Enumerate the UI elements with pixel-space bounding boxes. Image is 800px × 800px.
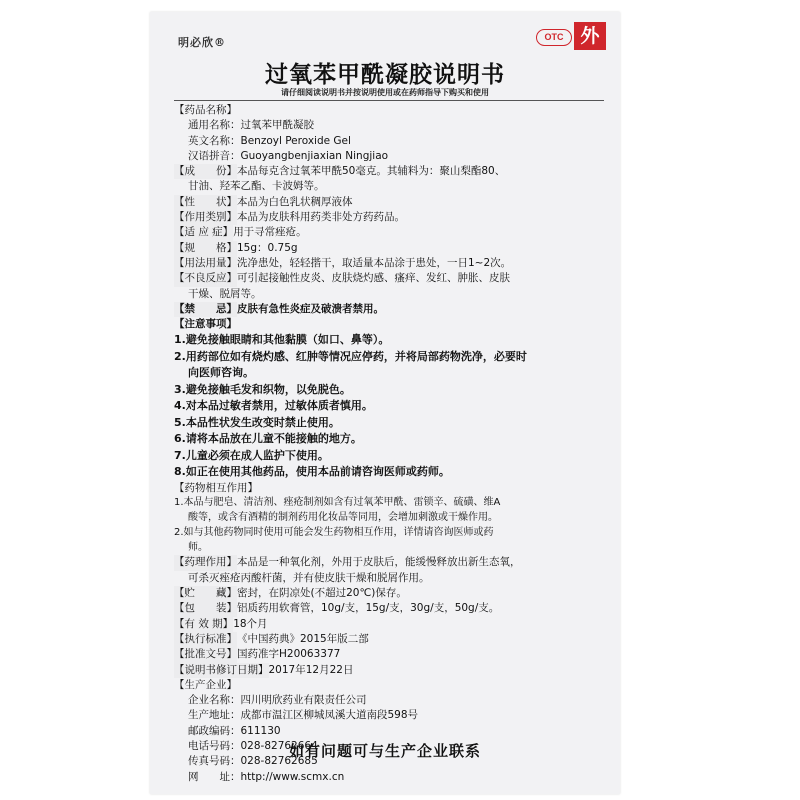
- english-name: 英文名称：Benzoyl Peroxide Gel: [188, 134, 351, 147]
- section-precautions: 【注意事项】: [174, 318, 237, 331]
- precaution-item: 5.本品性状发生改变时禁止使用。: [174, 415, 340, 429]
- approval-row: [174, 647, 614, 662]
- properties-row: [174, 195, 614, 210]
- category-text: 本品为皮肤科用药类非处方药药品。: [237, 211, 405, 224]
- title-divider: [174, 100, 604, 101]
- precaution-item: 7.儿童必须在成人监护下使用。: [174, 448, 329, 462]
- manufacturer-address: 生产地址：成都市温江区柳城凤溪大道南段598号: [188, 709, 419, 722]
- ingredients-label: 【成 份】: [174, 164, 237, 179]
- adverse-row: [174, 271, 614, 286]
- package-row: [174, 601, 614, 616]
- approval-text: 国药准字H20063377: [237, 648, 341, 661]
- interaction-line: 1.本品与肥皂、清洁剂、痤疮制剂如含有过氧苯甲酰、雷锁辛、硫磺、维A: [174, 497, 501, 509]
- package-text: 铝质药用软膏管，10g/支，15g/支，30g/支，50g/支。: [237, 602, 500, 615]
- storage-row: [174, 586, 614, 601]
- precaution-item: 3.避免接触毛发和织物，以免脱色。: [174, 382, 351, 396]
- ingredients-text-cont: 甘油、羟苯乙酯、卡波姆等。: [188, 180, 325, 193]
- section-manufacturer: 【生产企业】: [174, 678, 237, 691]
- indication-row: [174, 225, 614, 240]
- adverse-label: 【不良反应】: [174, 271, 237, 286]
- pharmacology-text-cont: 可杀灭痤疮丙酸杆菌，并有使皮肤干燥和脱屑作用。: [188, 571, 430, 584]
- adverse-text-cont: 干燥、脱屑等。: [188, 287, 262, 300]
- indication-label: 【适 应 症】: [174, 225, 233, 240]
- ingredients-row: [174, 164, 614, 179]
- standard-label: 【执行标准】: [174, 632, 237, 647]
- pharmacology-label: 【药理作用】: [174, 555, 237, 570]
- storage-text: 密封，在阴凉处(不超过20℃)保存。: [237, 587, 407, 600]
- leaflet-body: [174, 103, 614, 785]
- revision-row: [174, 663, 614, 678]
- validity-label: 【有 效 期】: [174, 617, 233, 632]
- usage-row: [174, 256, 614, 271]
- storage-label: 【贮 藏】: [174, 586, 237, 601]
- manufacturer-fax: 传真号码：028-82762685: [188, 755, 318, 768]
- properties-label: 【性 状】: [174, 195, 237, 210]
- document-subtitle: 请仔细阅读说明书并按说明使用或在药师指导下购买和使用: [281, 88, 489, 97]
- contra-row: [174, 302, 614, 317]
- spec-text: 15g：0.75g: [237, 241, 298, 254]
- validity-row: [174, 617, 614, 632]
- otc-badge: OTC: [536, 29, 572, 46]
- generic-name: 通用名称：过氧苯甲酰凝胶: [188, 119, 314, 132]
- validity-text: 18个月: [233, 617, 268, 630]
- standard-row: [174, 632, 614, 647]
- interaction-line: 师。: [188, 541, 208, 553]
- precaution-item-cont: 向医师咨询。: [188, 366, 254, 380]
- section-interactions: 【药物相互作用】: [174, 481, 258, 494]
- section-drug-name: 【药品名称】: [174, 104, 237, 116]
- manufacturer-website: 网 址：http://www.scmx.cn: [188, 770, 345, 783]
- contact-footer: 如有问题可与生产企业联系: [288, 742, 481, 760]
- approval-label: 【批准文号】: [174, 647, 237, 662]
- pinyin-name: 汉语拼音：Guoyangbenjiaxian Ningjiao: [188, 149, 389, 162]
- category-label: 【作用类别】: [174, 210, 237, 225]
- precaution-item: 4.对本品过敏者禁用，过敏体质者慎用。: [174, 399, 373, 413]
- precaution-item: 1.避免接触眼睛和其他黏膜（如口、鼻等）。: [174, 333, 390, 347]
- contra-text: 皮肤有急性炎症及破溃者禁用。: [237, 302, 384, 315]
- adverse-text: 可引起接触性皮炎、皮肤烧灼感、瘙痒、发红、肿胀、皮肤: [237, 272, 510, 285]
- brand-logo: 明必欣®: [178, 36, 226, 49]
- interaction-line: 2.如与其他药物同时使用可能会发生药物相互作用，详情请咨询医师或药: [174, 526, 494, 538]
- external-use-badge: 外: [574, 22, 606, 50]
- pharmacology-text: 本品是一种氧化剂，外用于皮肤后，能缓慢释放出新生态氧，: [237, 556, 521, 569]
- usage-text: 洗净患处，轻轻揩干，取适量本品涂于患处，一日1~2次。: [237, 256, 512, 269]
- interaction-line: 酸等，或含有酒精的制剂药用化妆品等同用，会增加刺激或干燥作用。: [188, 512, 498, 524]
- document-title: 过氧苯甲酰凝胶说明书: [265, 62, 505, 88]
- precaution-item: 6.请将本品放在儿童不能接触的地方。: [174, 432, 362, 446]
- revision-text: 2017年12月22日: [268, 663, 354, 676]
- spec-label: 【规 格】: [174, 241, 237, 256]
- precaution-item: 2.用药部位如有烧灼感、红肿等情况应停药，并将局部药物洗净，必要时: [174, 349, 527, 363]
- ingredients-text: 本品每克含过氧苯甲酰50毫克。其辅料为：聚山梨酯80、: [237, 165, 506, 178]
- package-label: 【包 装】: [174, 601, 237, 616]
- pharmacology-row: [174, 555, 614, 570]
- standard-text: 《中国药典》2015年版二部: [237, 632, 369, 645]
- manufacturer-postcode: 邮政编码：611130: [188, 724, 281, 737]
- indication-text: 用于寻常痤疮。: [233, 226, 307, 239]
- manufacturer-name: 企业名称：四川明欣药业有限责任公司: [188, 694, 367, 707]
- contra-label: 【禁 忌】: [174, 302, 237, 317]
- properties-text: 本品为白色乳状稠厚液体: [237, 195, 353, 208]
- manufacturer-phone: 电话号码：028-82762664: [188, 740, 318, 752]
- usage-label: 【用法用量】: [174, 256, 237, 271]
- precaution-item: 8.如正在使用其他药品，使用本品前请咨询医师或药师。: [174, 465, 450, 479]
- revision-label: 【说明书修订日期】: [174, 663, 269, 678]
- spec-row: [174, 241, 614, 256]
- category-row: [174, 210, 614, 225]
